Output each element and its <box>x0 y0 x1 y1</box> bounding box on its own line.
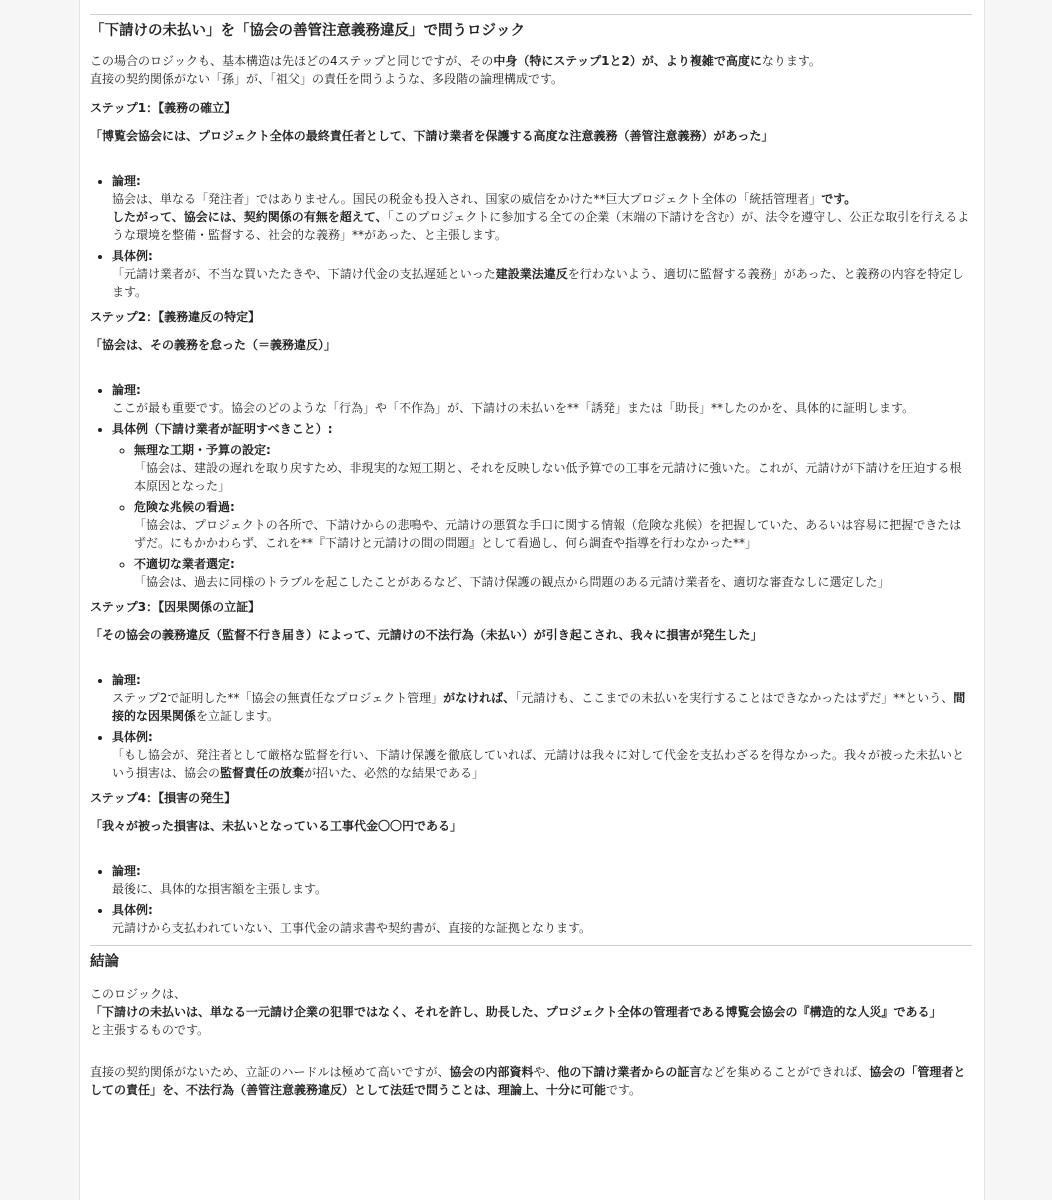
step-1-list <box>90 172 972 301</box>
step-2-heading: ステップ2：【義務違反の特定】 <box>90 310 261 324</box>
step-1-claim: 「博覧会協会には、プロジェクト全体の最終責任者として、下請け業者を保護する高度な注意義務（善管注意義務）があった」 <box>90 129 774 143</box>
conclusion-statement: 「下請けの未払いは、単なる一元請け企業の犯罪ではなく、それを許し、助長した、プロジェクト全体の管理者である博覧会協会の『構造的な人災』である」 <box>90 1005 942 1019</box>
intro-line-1: この場合のロジックも、基本構造は先ほどの4ステップと同じですが、その中身（特にステップ1と2）が、より複雑で高度になります。 <box>90 54 821 68</box>
step-2-list <box>90 381 972 591</box>
step-1-logic: • 論理: 協会は、単なる「発注者」ではありません。国民の税金も投入され、国家の威信をかけた**巨大プロジェクト全体の「統括管理者」です。 したがって、協会には、契約関係の有無を超えて、「このプロジェクトに参加する全ての企業（末端の下請けを含む）が、法令を遵守し、公正な取引を行えるような環境を整備・監督する、社会的な義務」**があった、と主張します。 <box>112 172 972 244</box>
step-2-claim: 「協会は、その義務を怠った（＝義務違反）」 <box>90 338 337 352</box>
step-3-example: • 具体例: 「もし協会が、発注者として厳格な監督を行い、下請け保護を徹底していれば、元請けは我々に対して代金を支払わざるを得なかった。我々が被った未払いという損害は、協会の監督責任の放棄が招いた、必然的な結果である」 <box>112 728 972 782</box>
step-2-logic: • 論理: ここが最も重要です。協会のどのような「行為」や「不作為」が、下請けの未払いを**「誘発」または「助長」**したのかを、具体的に証明します。 <box>112 381 972 417</box>
top-divider <box>90 14 972 15</box>
step-4-list <box>90 862 972 937</box>
conclusion-line-1: このロジックは、 <box>90 987 187 1001</box>
conclusion-paragraph-2: 直接の契約関係がないため、立証のハードルは極めて高いですが、協会の内部資料や、他の下請け業者からの証言などを集めることができれば、協会の「管理者としての責任」を、不法行為（善管注意義務違反）として法廷で問うことは、理論上、十分に可能です。 <box>90 1065 966 1097</box>
step-3-logic: • 論理: ステップ2で証明した**「協会の無責任なプロジェクト管理」がなければ、「元請けも、ここまでの未払いを実行することはできなかったはずだ」**という、間接的な因果関係を立証します。 <box>112 671 972 725</box>
step-2-sub-item: ◦ 無理な工期・予算の設定: 「協会は、建設の遅れを取り戻すため、非現実的な短工期と、それを反映しない低予算での工事を元請けに強いた。これが、元請けが下請けを圧迫する根本原因となった」 <box>134 441 972 495</box>
spacer <box>90 1039 972 1063</box>
step-4-example: • 具体例: 元請けから支払われていない、工事代金の請求書や契約書が、直接的な証拠となります。 <box>112 901 972 937</box>
document-panel <box>79 0 985 1200</box>
conclusion-divider <box>90 945 972 946</box>
step-3-claim: 「その協会の義務違反（監督不行き届き）によって、元請けの不法行為（未払い）が引き起こされ、我々に損害が発生した」 <box>90 628 763 642</box>
step-3-heading: ステップ3：【因果関係の立証】 <box>90 600 261 614</box>
step-3-list <box>90 671 972 782</box>
step-1-example: • 具体例: 「元請け業者が、不当な買いたたきや、下請け代金の支払遅延といった建設業法違反を行わないよう、適切に監督する義務」があった、と義務の内容を特定します。 <box>112 247 972 301</box>
step-4-claim: 「我々が被った損害は、未払いとなっている工事代金〇〇円である」 <box>90 819 463 833</box>
step-2-sub-item: ◦ 危険な兆候の看過: 「協会は、プロジェクトの各所で、下請けからの悲鳴や、元請けの悪質な手口に関する情報（危険な兆候）を把握していた、あるいは容易に把握できたはずだ。にもかかわらず、これを**『下請けと元請けの間の問題』として看過し、何ら調査や指導を行わなかった**」 <box>134 498 972 552</box>
step-2-sublist <box>112 441 972 591</box>
step-2-example: • 具体例（下請け業者が証明すべきこと）: ◦ 無理な工期・予算の設定: 「協会は、建設の遅れを取り戻すため、非現実的な短工期と、それを反映しない低予算での工事を元請けに強いた。これが、元請けが下請けを圧迫する根本原因となった」 ◦ 危険な兆候の看過: 「協会は、プロジェクトの各所で、下請けからの悲鳴や、元請けの悪質な手口に関する情報（危険な兆候）を把握していた、あるいは容易に把握できたはずだ。にもかかわらず、これを**『下請けと元請けの間の問題』として看過し、何ら調査や指導を行わなかった**」 ◦ 不適切な業者選定: 「協会は、過去に同様のトラブルを起こしたことがあるなど、下請け保護の観点から問題のある元請け業者を、適切な審査なしに選定した」 <box>112 420 972 591</box>
step-4-heading: ステップ4：【損害の発生】 <box>90 791 237 805</box>
step-1-heading: ステップ1：【義務の確立】 <box>90 101 237 115</box>
page-title: 「下請けの未払い」を「協会の善管注意義務違反」で問うロジック <box>90 23 525 39</box>
intro-line-2: 直接の契約関係がない「孫」が、「祖父」の責任を問うような、多段階の論理構成です。 <box>90 72 564 86</box>
conclusion-heading: 結論 <box>90 954 119 970</box>
conclusion-line-3: と主張するものです。 <box>90 1023 210 1037</box>
step-2-sub-item: ◦ 不適切な業者選定: 「協会は、過去に同様のトラブルを起こしたことがあるなど、下請け保護の観点から問題のある元請け業者を、適切な審査なしに選定した」 <box>134 555 972 591</box>
step-4-logic: • 論理: 最後に、具体的な損害額を主張します。 <box>112 862 972 898</box>
intro <box>90 52 972 88</box>
